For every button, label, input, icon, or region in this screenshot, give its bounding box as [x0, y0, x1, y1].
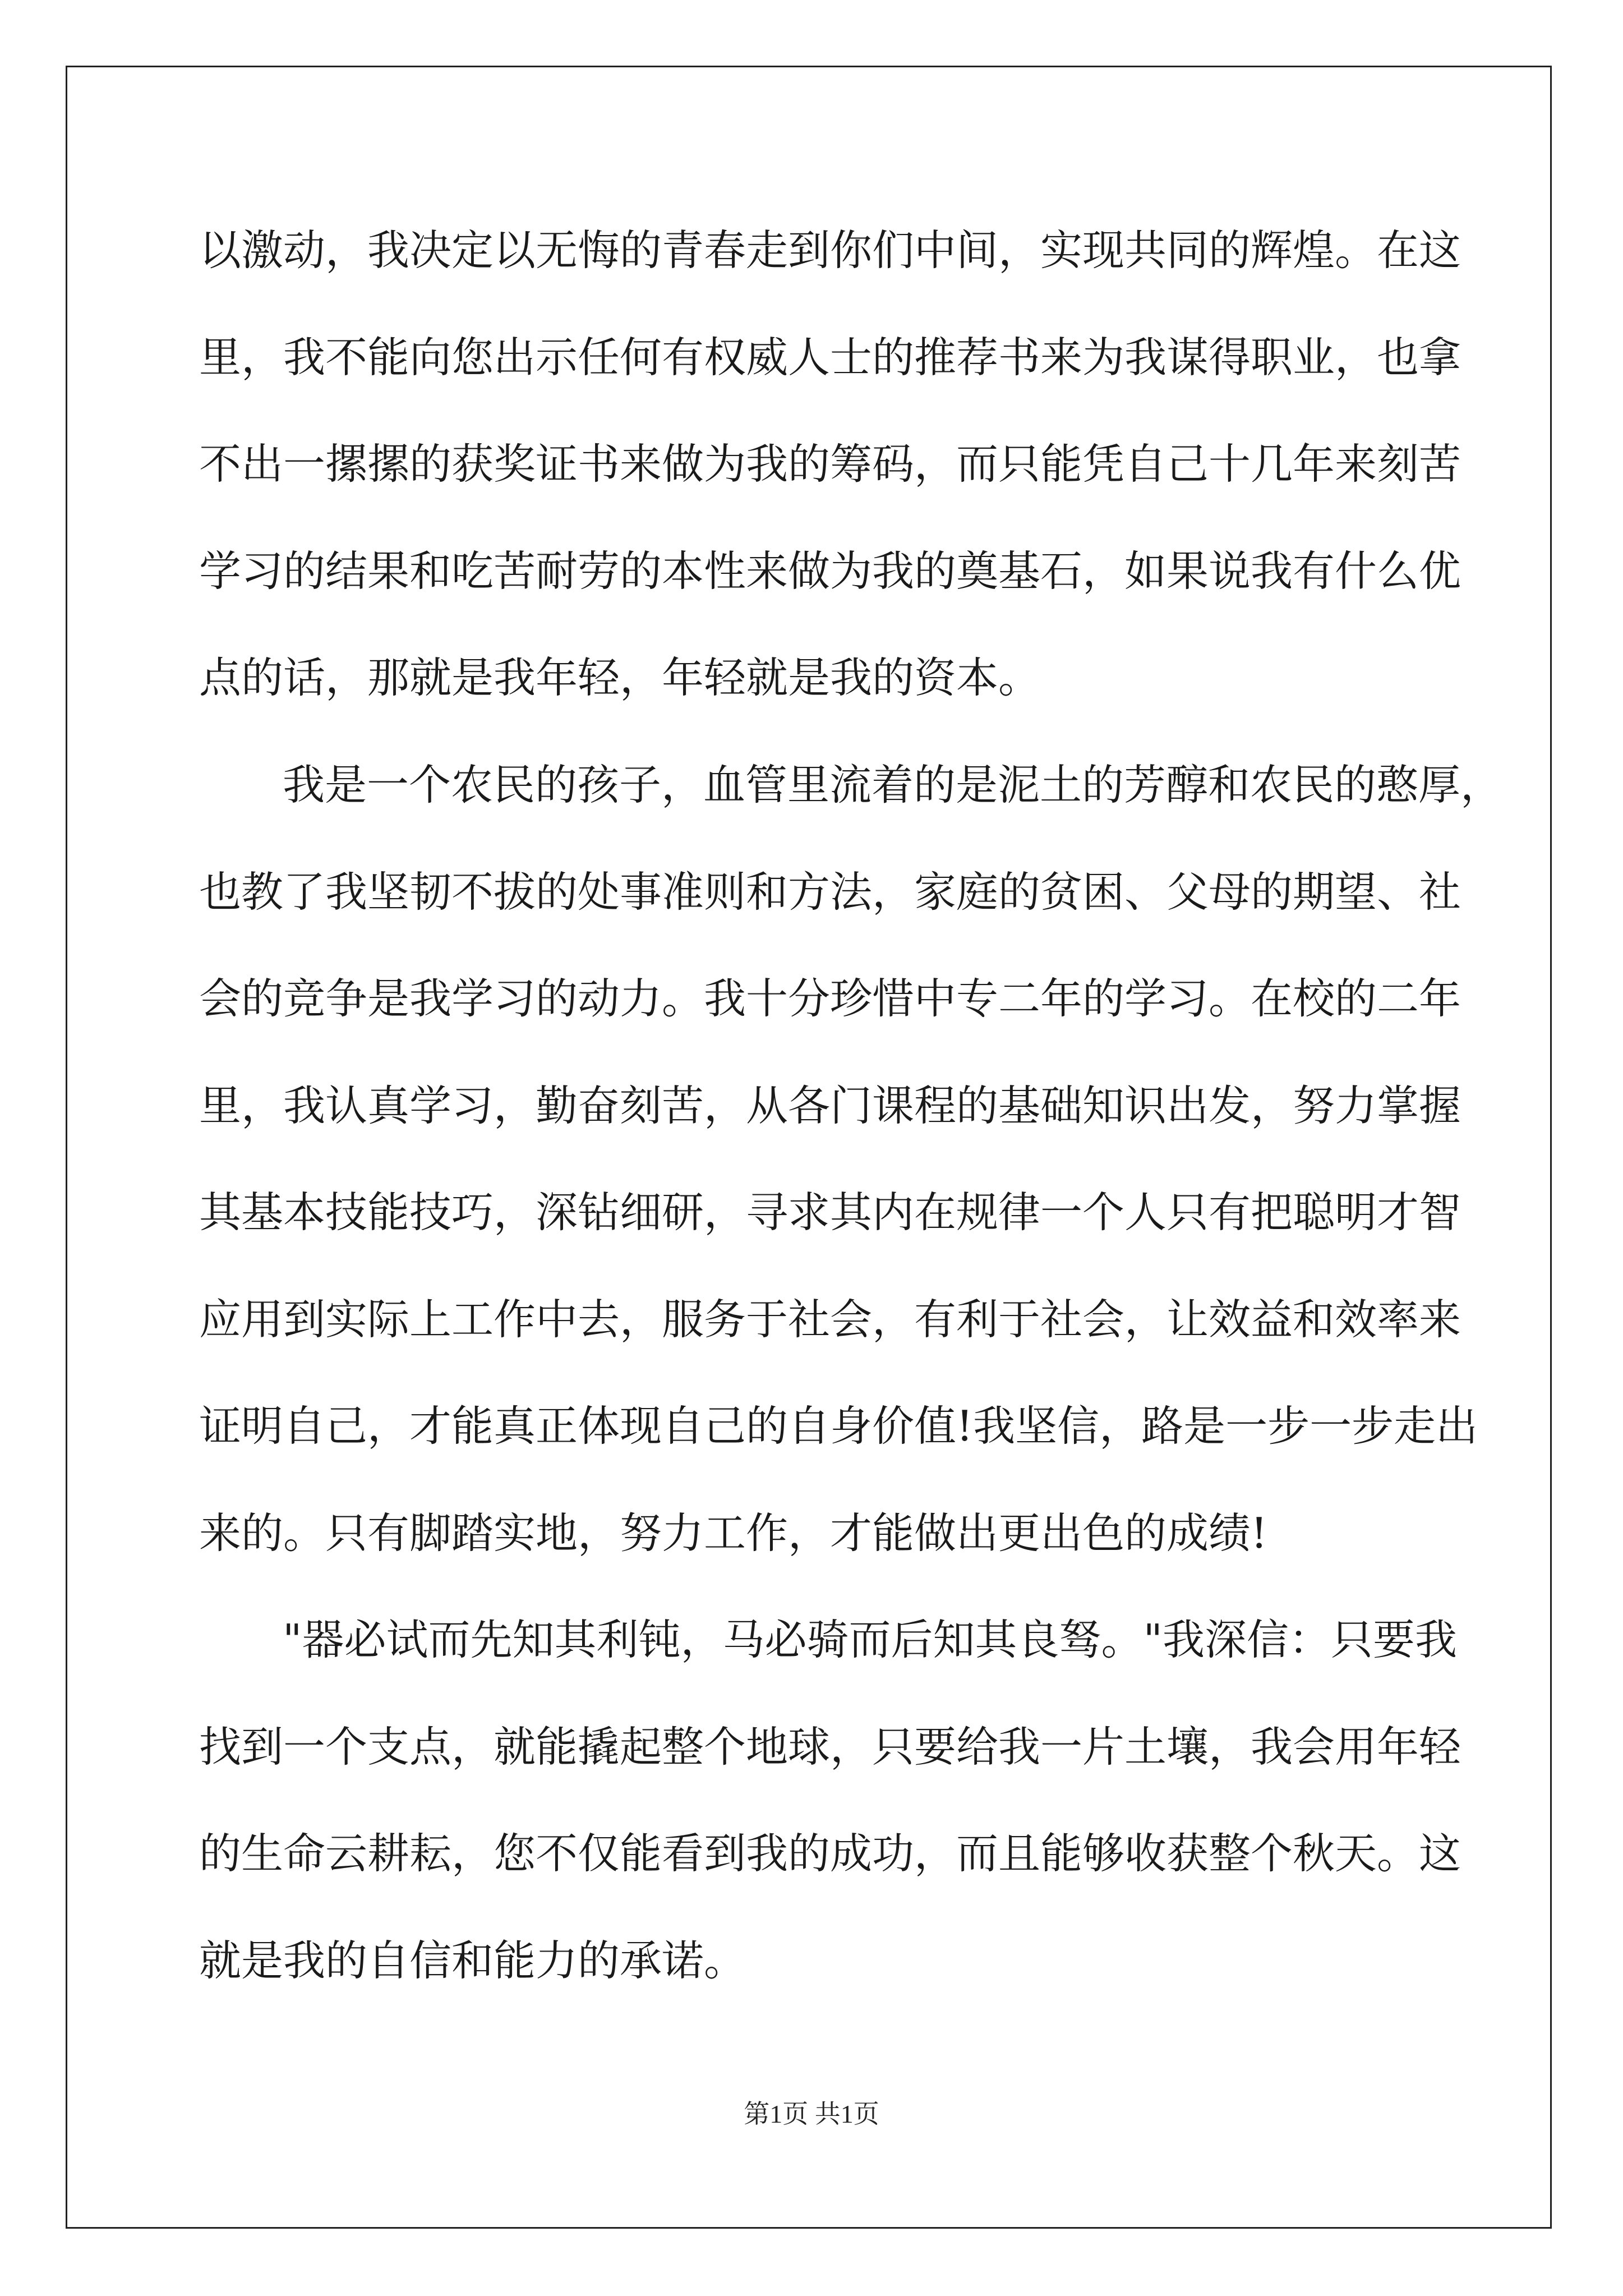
- paragraph-2-line-4: 里，我认真学习，勤奋刻苦，从各门课程的基础知识出发，努力掌握: [199, 1081, 1461, 1130]
- paragraph-1-line-3: 不出一摞摞的获奖证书来做为我的筹码，而只能凭自己十几年来刻苦: [199, 439, 1461, 489]
- paragraph-3-line-1: "器必试而先知其利钝，马必骑而后知其良驽。"我深信：只要我: [283, 1615, 1457, 1664]
- paragraph-2-line-5: 其基本技能技巧，深钻细研，寻求其内在规律一个人只有把聪明才智: [199, 1188, 1461, 1237]
- paragraph-1-line-2: 里，我不能向您出示任何有权威人士的推荐书来为我谋得职业，也拿: [199, 333, 1461, 382]
- paragraph-2-line-6: 应用到实际上工作中去，服务于社会，有利于社会，让效益和效率来: [199, 1295, 1461, 1344]
- paragraph-3-line-2: 找到一个支点，就能撬起整个地球，只要给我一片土壤，我会用年轻: [199, 1722, 1461, 1772]
- paragraph-1-line-5: 点的话，那就是我年轻，年轻就是我的资本。: [199, 653, 1041, 702]
- paragraph-2-line-8: 来的。只有脚踏实地，努力工作，才能做出更出色的成绩!: [199, 1508, 1268, 1558]
- paragraph-2-line-1: 我是一个农民的孩子，血管里流着的是泥土的芳醇和农民的憨厚，: [283, 760, 1503, 809]
- paragraph-2-line-2: 也教了我坚韧不拔的处事准则和方法，家庭的贫困、父母的期望、社: [199, 867, 1461, 917]
- paragraph-2-line-3: 会的竞争是我学习的动力。我十分珍惜中专二年的学习。在校的二年: [199, 974, 1461, 1023]
- paragraph-1-line-1: 以激动，我决定以无悔的青春走到你们中间，实现共同的辉煌。在这: [199, 226, 1461, 275]
- paragraph-3-line-4: 就是我的自信和能力的承诺。: [199, 1936, 746, 1985]
- page-number-footer: 第1页 共1页: [744, 2100, 879, 2128]
- paragraph-2-line-7: 证明自己，才能真正体现自己的自身价值!我坚信，路是一步一步走出: [199, 1401, 1478, 1451]
- paragraph-1-line-4: 学习的结果和吃苦耐劳的本性来做为我的奠基石，如果说我有什么优: [199, 546, 1461, 596]
- paragraph-3-line-3: 的生命云耕耘，您不仅能看到我的成功，而且能够收获整个秋天。这: [199, 1829, 1461, 1878]
- page-border: [66, 66, 1552, 2229]
